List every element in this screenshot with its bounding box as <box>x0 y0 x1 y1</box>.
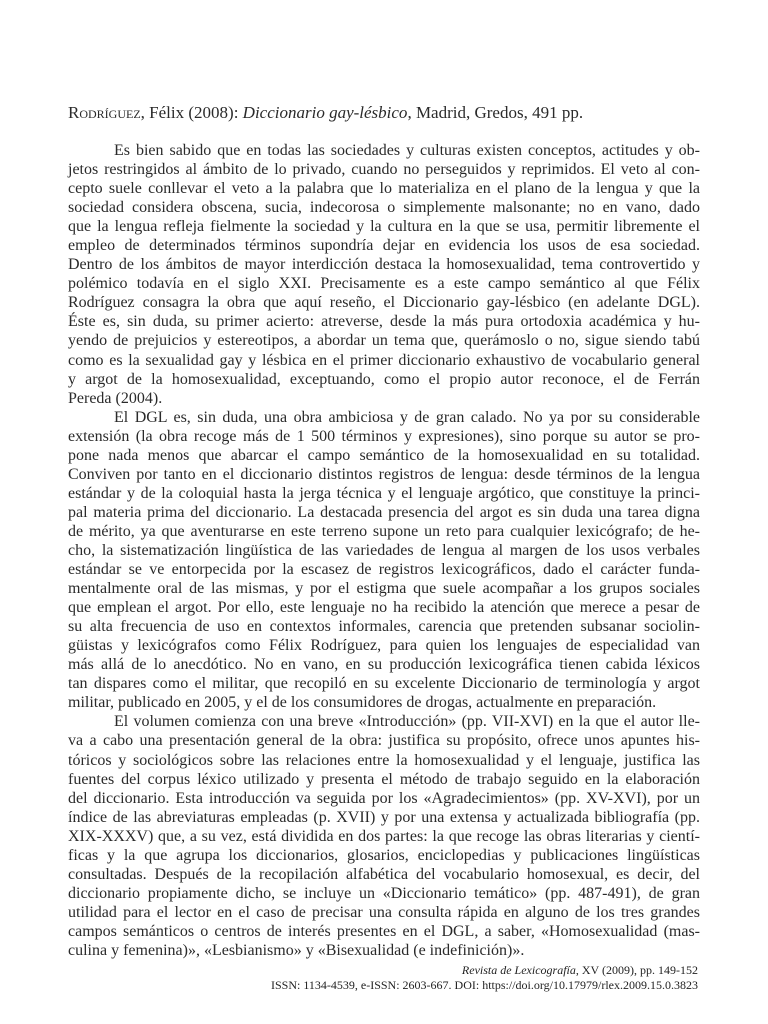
body-line: cho, la sistematización lingüística de las variedades de lengua al margen de los usos verbales <box>68 541 700 559</box>
journal-issn-doi: ISSN: 1134-4539, e-ISSN: 2603-667. DOI: https://doi.org/10.17979/rlex.2009.15.0.3823 <box>271 978 698 992</box>
journal-footer <box>271 963 698 993</box>
body-line: pone nada menos que abarcar el campo semántico de la homosexualidad en su totalidad. <box>68 446 700 464</box>
body-line: El DGL es, sin duda, una obra ambiciosa y de gran calado. No ya por su considerable <box>114 408 700 426</box>
body-line: como es la sexualidad gay y lésbica en el primer diccionario exhaustivo de vocabulario general <box>68 351 700 369</box>
body-line: yendo de prejuicios y estereotipos, a abordar un tema que, querámoslo o no, sigue siendo tabú <box>68 332 700 350</box>
body-line: mentalmente oral de las mismas, y por el estigma que suele acompañar a los grupos sociales <box>68 580 700 598</box>
body-line: Éste es, sin duda, su primer acierto: atreverse, desde la más pura ortodoxia académica y hu- <box>68 313 700 331</box>
body-line: El volumen comienza con una breve «Introducción» (pp. VII-XVI) en la que el autor lle- <box>114 713 700 731</box>
body-line: Conviven por tanto en el diccionario distintos registros de lengua: desde términos de la lengua <box>68 465 700 483</box>
body-line: que la lengua refleja fielmente la sociedad y la cultura en la que se usa, permitir libremente el <box>68 218 700 236</box>
author-surname-initial: R <box>68 103 80 122</box>
journal-name: Revista de Lexicografía <box>461 963 576 977</box>
body-line: fuentes del corpus léxico utilizado y presenta el método de trabajo seguido en la elaboración <box>68 770 700 788</box>
review-body <box>68 141 700 960</box>
body-line: culina y femenina)», «Lesbianismo» y «Bisexualidad (e indefinición)». <box>68 941 525 959</box>
body-line: más allá de lo anecdótico. No en vano, en su producción lexicográfica tienen cabida léxicos <box>68 656 700 674</box>
body-line: utilidad para el lector en el caso de precisar una consulta rápida en alguno de los tres grandes <box>68 903 700 921</box>
body-line: campos semánticos o centros de interés presentes en el DGL, a saber, «Homosexualidad (mas- <box>68 922 700 940</box>
body-line: consultadas. Después de la recopilación alfabética del vocabulario homosexual, es decir, del <box>68 865 700 883</box>
body-line: y argot de la homosexualidad, exceptuando, como el propio autor reconoce, el de Ferrán <box>68 370 700 388</box>
body-line: del diccionario. Esta introducción va seguida por los «Agradecimientos» (pp. XV-XVI), por un <box>68 789 700 807</box>
body-line: Es bien sabido que en todas las sociedades y culturas existen conceptos, actitudes y ob- <box>114 142 700 159</box>
journal-issue: , XV (2009), pp. 149-152 <box>575 963 698 977</box>
body-line: jetos restringidos al ámbito de lo privado, cuando no perseguidos y reprimidos. El veto al con- <box>68 161 700 179</box>
body-line: güistas y lexicógrafos como Félix Rodríguez, para quien los lenguajes de especialidad van <box>68 637 700 655</box>
body-line: empleo de determinados términos supondría dejar en evidencia los usos de esa sociedad. <box>68 237 700 255</box>
journal-citation <box>271 963 698 978</box>
publication-details: , Madrid, Gredos, 491 pp. <box>407 103 584 122</box>
body-line: sociedad considera obscena, sucia, indecorosa o simplemente malsonante; no en vano, dado <box>68 199 700 217</box>
book-title: Diccionario gay-lésbico <box>242 103 408 122</box>
body-line: va a cabo una presentación general de la obra: justifica su propósito, ofrece unos apuntes his- <box>68 732 700 750</box>
body-line: que emplean el argot. Por ello, este lenguaje no ha recibido la atención que merece a pesar de <box>68 599 700 617</box>
body-line: estándar y de la coloquial hasta la jerga técnica y el lenguaje argótico, que constituye la princi- <box>68 484 700 502</box>
body-line: pal materia prima del diccionario. La destacada presencia del argot es sin duda una tarea digna <box>68 503 700 521</box>
body-line: de mérito, ya que aventurarse en este terreno supone un reto para cualquier lexicógrafo; de he- <box>68 522 700 540</box>
body-line: extensión (la obra recoge más de 1 500 términos y expresiones), sino porque su autor se pro- <box>68 427 700 445</box>
body-line: Pereda (2004). <box>68 389 163 407</box>
body-line: su alta frecuencia de uso en contextos informales, carencia que pretenden subsanar sociolin- <box>68 618 700 636</box>
body-line: tóricos y sociológicos sobre las relaciones entre la homosexualidad y el lenguaje, justifica las <box>68 751 700 769</box>
body-line: índice de las abreviaturas empleadas (p. XVII) y por una extensa y actualizada bibliografía (pp. <box>68 808 700 826</box>
body-line: polémico todavía en el siglo XXI. Precisamente es a este campo semántico al que Félix <box>68 275 700 293</box>
body-line: estándar se ve entorpecida por la escasez de registros lexicográficos, dado el carácter funda- <box>68 561 700 579</box>
body-line: tan dispares como el militar, que recopiló en su excelente Diccionario de terminología y argot <box>68 675 700 693</box>
body-line: diccionario propiamente dicho, se incluye un «Diccionario temático» (pp. 487-491), de gran <box>68 884 700 902</box>
author-surname-rest: odríguez <box>79 103 141 122</box>
body-line: cepto suele conllevar el veto a la palabra que lo materializa en el plano de la lengua y que la <box>68 180 700 198</box>
body-line: XIX-XXXV) que, a su vez, está dividida en dos partes: la que recoge las obras literarias y cientí- <box>68 827 700 845</box>
review-heading <box>68 101 708 125</box>
author-given-and-year: , Félix (2008): <box>140 103 243 122</box>
body-line: Rodríguez consagra la obra que aquí reseño, el Diccionario gay-lésbico (en adelante DGL). <box>68 294 700 312</box>
body-line: Dentro de los ámbitos de mayor interdicción destaca la homosexualidad, tema controvertido y <box>68 256 700 274</box>
body-line: militar, publicado en 2005, y el de los consumidores de drogas, actualmente en preparación. <box>68 694 657 712</box>
body-line: ficas y la que agrupa los diccionarios, glosarios, enciclopedias y publicaciones lingüísticas <box>68 846 700 864</box>
